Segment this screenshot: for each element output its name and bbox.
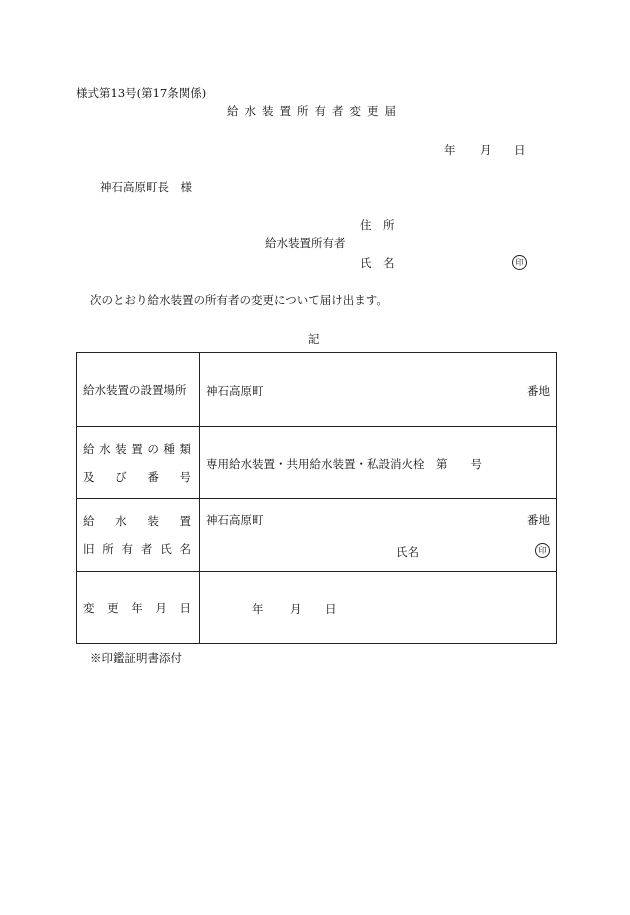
device-type-options: 専用給水装置・共用給水装置・私設消火栓 第 号 [206, 457, 482, 471]
address-label: 住 所 [360, 218, 395, 232]
table-row-location [77, 353, 557, 427]
change-month-label: 月 [290, 602, 302, 616]
location-banchi: 番地 [527, 384, 550, 398]
change-date-label: 変 更 年 月 日 [83, 600, 191, 615]
location-label: 給水装置の設置場所 [83, 382, 187, 397]
ki-heading: 記 [308, 332, 320, 346]
former-owner-town: 神石高原町 [206, 513, 264, 527]
owner-role-label: 給水装置所有者 [265, 236, 346, 250]
form-table [76, 352, 557, 644]
seal-icon: 印 [512, 255, 527, 270]
date-year-label: 年 [444, 143, 456, 157]
location-town: 神石高原町 [206, 384, 264, 398]
statement-text: 次のとおり給水装置の所有者の変更について届け出ます。 [90, 293, 388, 307]
document-title: 給水装置所有者変更届 [227, 104, 402, 118]
former-owner-name-label: 氏名 [396, 545, 419, 559]
name-label: 氏 名 [360, 256, 395, 270]
footnote: ※印鑑証明書添付 [90, 651, 182, 665]
former-owner-label-line2: 旧 所 有 者 氏 名 [83, 542, 191, 556]
type-label-line1: 給 水 装 置 の 種 類 [83, 441, 191, 456]
change-year-label: 年 [252, 602, 264, 616]
former-owner-banchi: 番地 [527, 513, 550, 527]
table-row-type [77, 427, 557, 499]
form-number: 様式第13号(第17条関係) [76, 86, 207, 100]
change-day-label: 日 [325, 602, 337, 616]
date-day-label: 日 [514, 143, 526, 157]
table-row-former-owner [77, 499, 557, 572]
addressee: 神石高原町長 様 [100, 180, 192, 194]
former-owner-seal-icon: 印 [535, 543, 550, 558]
date-month-label: 月 [480, 143, 492, 157]
former-owner-label-line1: 給 水 装 置 [83, 514, 191, 528]
type-label-line2: 及 び 番 号 [83, 469, 191, 484]
table-row-change-date [77, 572, 557, 644]
